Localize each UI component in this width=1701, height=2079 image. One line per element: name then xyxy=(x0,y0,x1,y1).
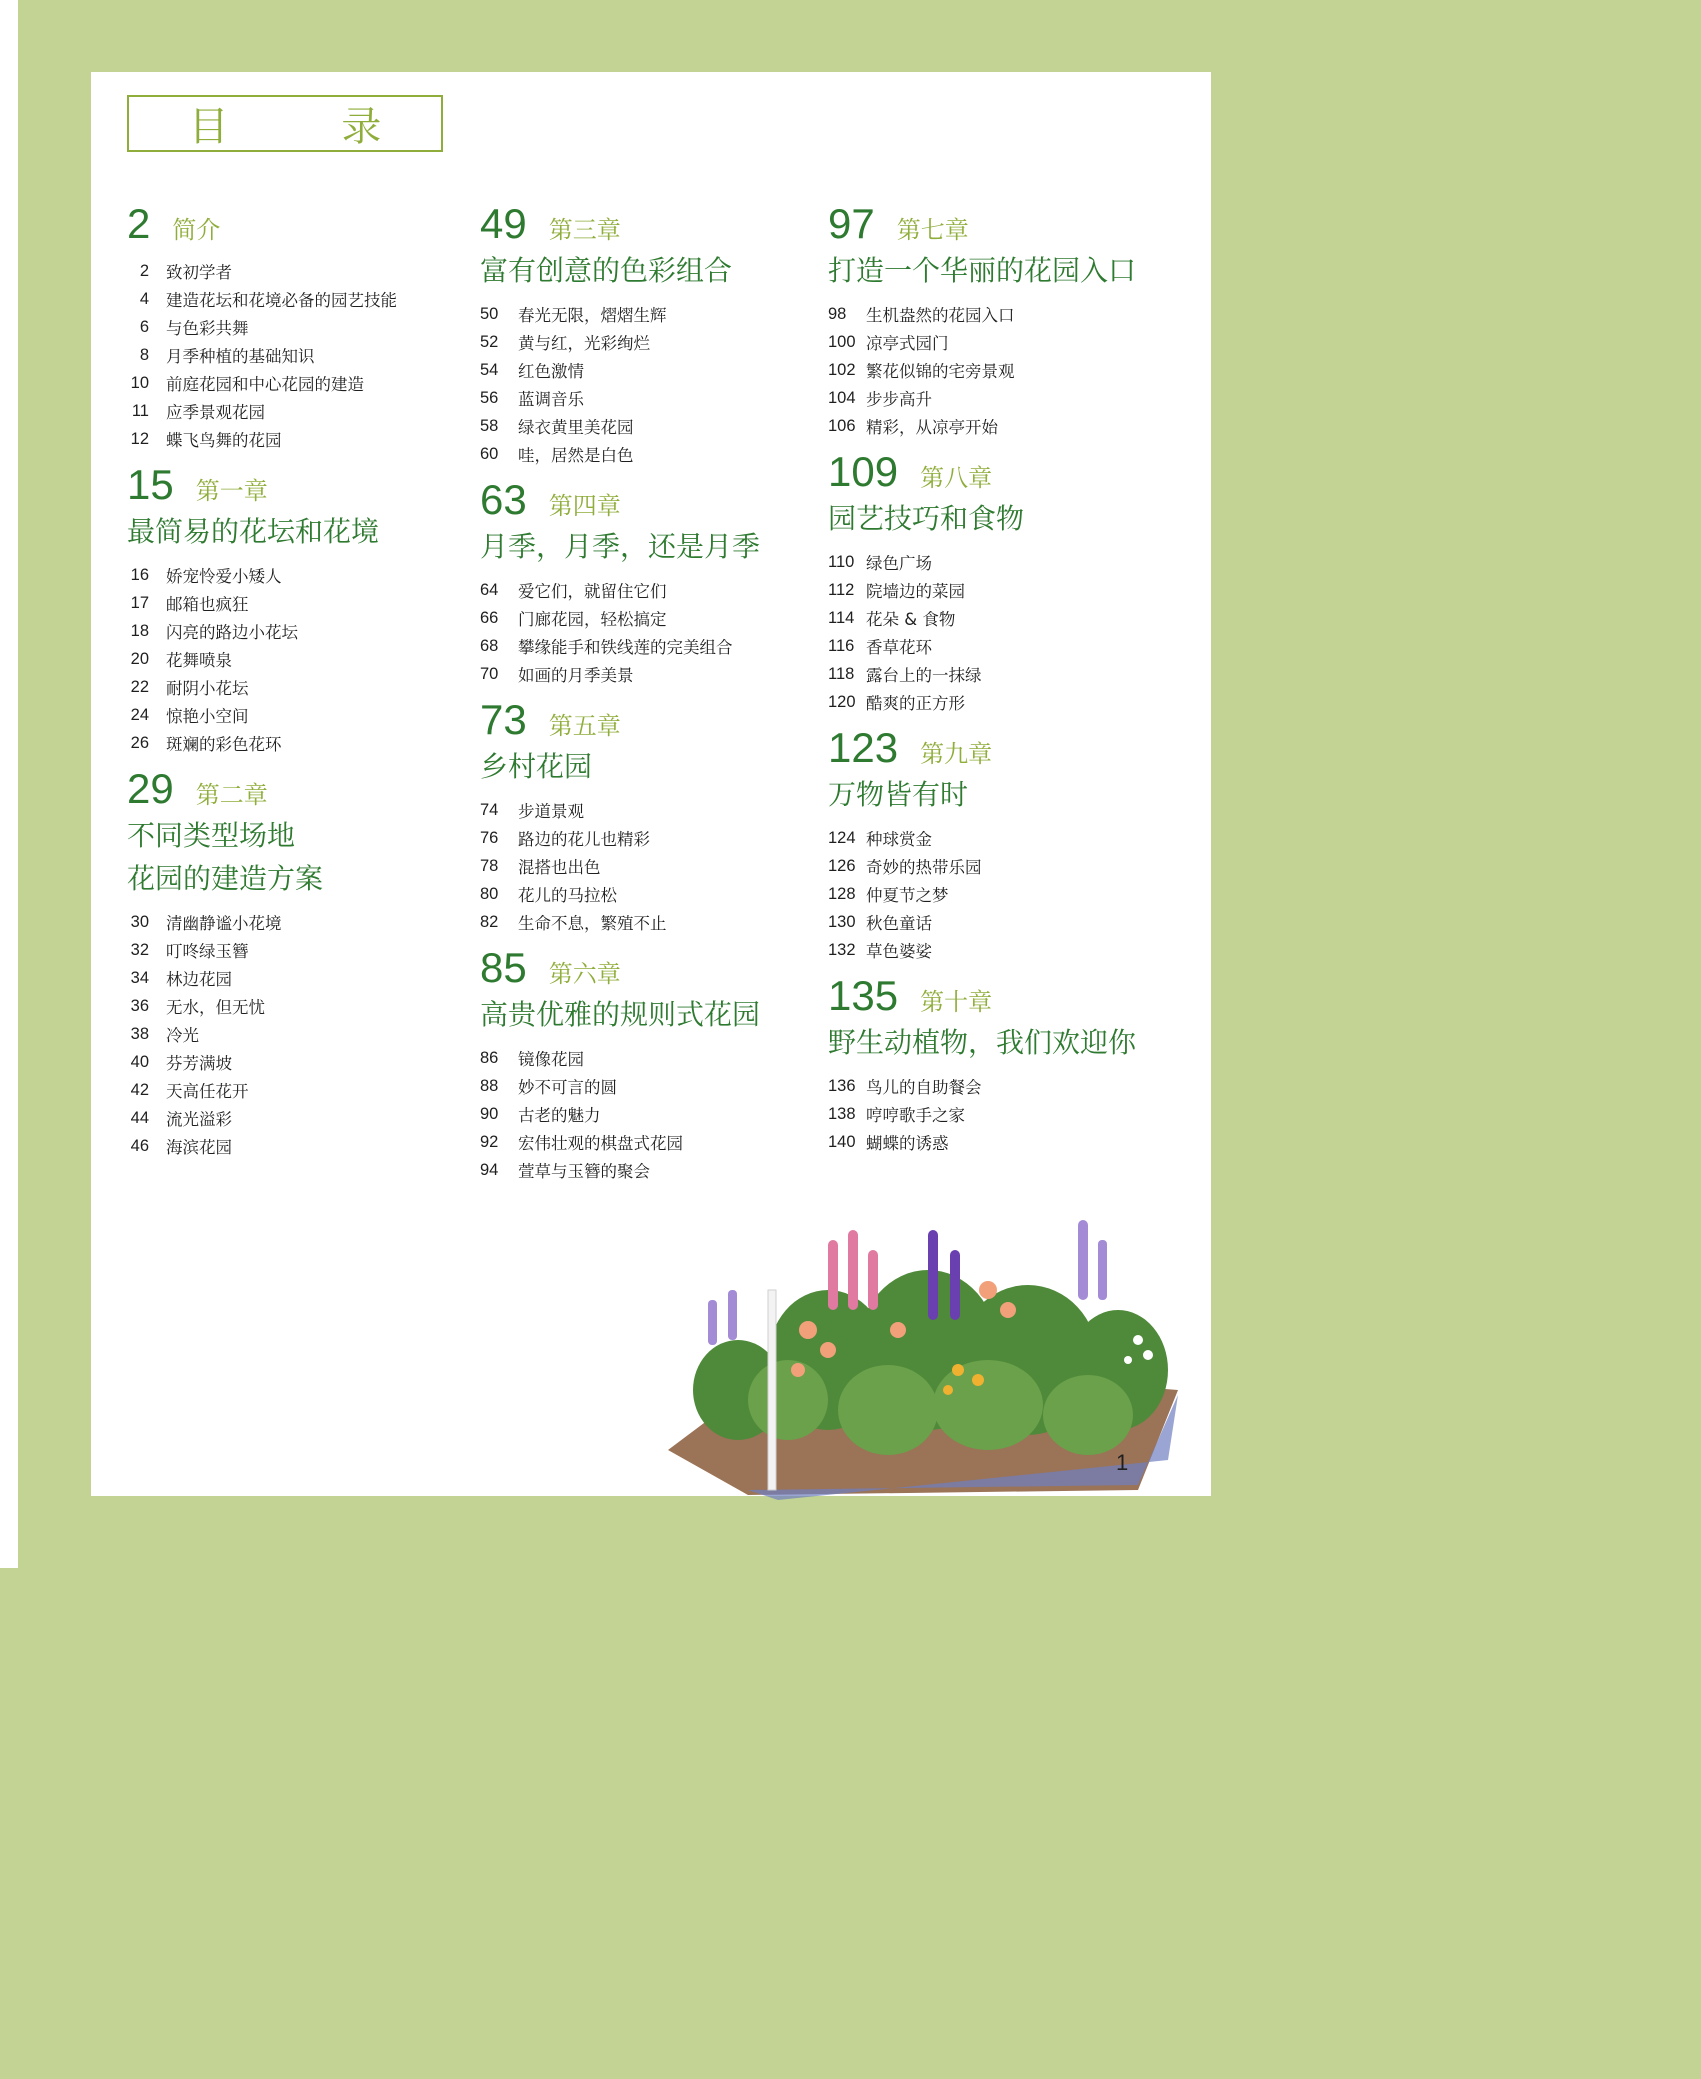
entry-page-number: 112 xyxy=(828,580,855,599)
entry-page-number: 118 xyxy=(828,664,855,683)
chapter-title[interactable]: 不同类型场地 xyxy=(127,819,296,852)
entry-title: 凉亭式园门 xyxy=(866,334,949,353)
toc-entry[interactable] xyxy=(480,1072,840,1100)
toc-entry[interactable] xyxy=(127,425,487,453)
entry-page-number: 44 xyxy=(130,1108,149,1127)
entry-page-number: 106 xyxy=(828,416,856,435)
entry-page-number: 110 xyxy=(828,552,855,571)
entry-title: 路边的花儿也精彩 xyxy=(518,830,650,849)
entry-page-number: 10 xyxy=(130,373,149,392)
chapter-title[interactable]: 乡村花园 xyxy=(480,750,593,783)
toc-entry[interactable] xyxy=(828,908,1188,936)
entry-page-number: 88 xyxy=(480,1076,499,1095)
entry-title: 种球赏金 xyxy=(866,830,932,849)
toc-entry[interactable] xyxy=(828,604,1188,632)
entry-title: 生命不息，繁殖不止 xyxy=(518,914,667,933)
entry-page-number: 38 xyxy=(130,1024,149,1043)
entry-page-number: 26 xyxy=(130,733,149,752)
toc-entry[interactable] xyxy=(127,257,487,285)
entry-page-number: 90 xyxy=(480,1104,499,1123)
entry-title: 闪亮的路边小花坛 xyxy=(166,623,298,642)
entry-page-number: 54 xyxy=(480,360,499,379)
entry-page-number: 34 xyxy=(130,968,149,987)
intro-number: 2 xyxy=(127,200,151,247)
toc-entry[interactable] xyxy=(828,936,1188,964)
toc-entry[interactable] xyxy=(480,576,840,604)
chapter-label: 第六章 xyxy=(548,960,621,988)
entry-page-number: 68 xyxy=(480,636,499,655)
entry-page-number: 80 xyxy=(480,884,499,903)
toc-entry[interactable] xyxy=(127,589,487,617)
entry-page-number: 132 xyxy=(828,940,856,959)
chapter-start-page: 97 xyxy=(828,200,875,247)
entry-title: 流光溢彩 xyxy=(166,1110,232,1129)
toc-entry[interactable] xyxy=(127,992,487,1020)
entry-title: 生机盎然的花园入口 xyxy=(866,306,1015,325)
toc-entry[interactable] xyxy=(127,1132,487,1160)
entry-page-number: 2 xyxy=(139,261,149,280)
entry-title: 仲夏节之梦 xyxy=(866,886,949,905)
toc-entry[interactable] xyxy=(828,384,1188,412)
toc-entry[interactable] xyxy=(127,285,487,313)
entry-page-number: 32 xyxy=(130,940,149,959)
entry-page-number: 136 xyxy=(828,1076,856,1095)
entry-page-number: 30 xyxy=(130,912,149,931)
chapter-title[interactable]: 高贵优雅的规则式花园 xyxy=(480,998,761,1031)
chapter-title[interactable]: 富有创意的色彩组合 xyxy=(480,254,733,287)
toc-entry[interactable] xyxy=(480,1044,840,1072)
entry-page-number: 100 xyxy=(828,332,856,351)
entry-page-number: 50 xyxy=(480,304,499,323)
entry-title: 耐阴小花坛 xyxy=(166,679,249,698)
toc-entry[interactable] xyxy=(828,1100,1188,1128)
chapter-label: 第一章 xyxy=(195,477,268,505)
entry-page-number: 52 xyxy=(480,332,499,351)
entry-page-number: 56 xyxy=(480,388,499,407)
toc-entry[interactable] xyxy=(127,729,487,757)
chapter-entries xyxy=(828,548,1188,716)
entry-title: 黄与红，光彩绚烂 xyxy=(518,334,650,353)
chapter-entries xyxy=(480,576,840,688)
entry-title: 春光无限，熠熠生辉 xyxy=(518,306,667,325)
entry-page-number: 58 xyxy=(480,416,499,435)
entry-page-number: 140 xyxy=(828,1132,856,1151)
page-edge xyxy=(0,0,18,1568)
chapter-label: 第九章 xyxy=(920,740,993,768)
toc-entry[interactable] xyxy=(828,412,1188,440)
toc-entry[interactable] xyxy=(127,673,487,701)
toc-entry[interactable] xyxy=(127,369,487,397)
toc-entry[interactable] xyxy=(127,617,487,645)
toc-entry[interactable] xyxy=(480,796,840,824)
entry-title: 绿色广场 xyxy=(866,554,932,573)
entry-title: 繁花似锦的宅旁景观 xyxy=(866,362,1015,381)
entry-title: 哼哼歌手之家 xyxy=(866,1106,965,1125)
garden-bed-illustration xyxy=(668,1200,1188,1500)
toc-heading: 目 录 xyxy=(188,104,432,150)
entry-page-number: 138 xyxy=(828,1104,856,1123)
chapter-header xyxy=(480,944,840,992)
entry-title: 天高任花开 xyxy=(166,1082,249,1101)
entry-title: 门廊花园，轻松搞定 xyxy=(518,610,667,629)
chapter-8 xyxy=(828,448,1188,716)
toc-entry[interactable] xyxy=(480,300,840,328)
entry-title: 清幽静谧小花境 xyxy=(166,914,282,933)
entry-title: 步道景观 xyxy=(518,802,584,821)
chapter-2 xyxy=(127,765,487,1160)
entry-title: 露台上的一抹绿 xyxy=(866,666,982,685)
entry-page-number: 24 xyxy=(130,705,149,724)
intro-section xyxy=(127,200,487,453)
chapter-title[interactable]: 万物皆有时 xyxy=(828,778,969,811)
entry-title: 蝶飞鸟舞的花园 xyxy=(166,431,282,450)
toc-entry[interactable] xyxy=(480,1156,840,1184)
entry-title: 娇宠怜爱小矮人 xyxy=(166,567,282,586)
chapter-header xyxy=(828,448,1188,496)
chapter-start-page: 109 xyxy=(828,448,899,495)
toc-entry[interactable] xyxy=(828,880,1188,908)
entry-title: 萱草与玉簪的聚会 xyxy=(518,1162,650,1181)
toc-entry[interactable] xyxy=(828,356,1188,384)
entry-title: 草色婆娑 xyxy=(866,942,932,961)
intro-header xyxy=(127,200,487,248)
toc-entry[interactable] xyxy=(480,328,840,356)
chapter-entries xyxy=(127,561,487,757)
chapter-9 xyxy=(828,724,1188,964)
chapter-start-page: 49 xyxy=(480,200,527,247)
entry-title: 蓝调音乐 xyxy=(518,390,584,409)
toc-entry[interactable] xyxy=(480,384,840,412)
entry-page-number: 76 xyxy=(480,828,499,847)
entry-page-number: 74 xyxy=(480,800,499,819)
chapter-title[interactable]: 野生动植物，我们欢迎你 xyxy=(828,1026,1137,1059)
entry-title: 芬芳满坡 xyxy=(166,1054,232,1073)
chapter-entries xyxy=(828,300,1188,440)
chapter-entries xyxy=(127,908,487,1160)
chapter-entries xyxy=(480,796,840,936)
chapter-start-page: 63 xyxy=(480,476,527,523)
toc-entry[interactable] xyxy=(127,645,487,673)
entry-page-number: 102 xyxy=(828,360,856,379)
entry-page-number: 42 xyxy=(130,1080,149,1099)
entry-title: 镜像花园 xyxy=(518,1050,584,1069)
toc-entry[interactable] xyxy=(480,356,840,384)
entry-page-number: 98 xyxy=(828,304,847,323)
chapter-start-page: 123 xyxy=(828,724,899,771)
entry-title: 应季景观花园 xyxy=(166,403,265,422)
entry-page-number: 6 xyxy=(139,317,149,336)
toc-entry[interactable] xyxy=(127,397,487,425)
entry-title: 花舞喷泉 xyxy=(166,651,232,670)
entry-title: 冷光 xyxy=(166,1026,199,1045)
entry-title: 海滨花园 xyxy=(166,1138,232,1157)
chapter-title[interactable]: 月季，月季，还是月季 xyxy=(480,530,761,563)
chapter-label: 第三章 xyxy=(548,216,621,244)
entry-page-number: 60 xyxy=(480,444,499,463)
entry-page-number: 130 xyxy=(828,912,856,931)
toc-entry[interactable] xyxy=(828,548,1188,576)
entry-title: 古老的魅力 xyxy=(518,1106,601,1125)
entry-title: 步步高升 xyxy=(866,390,932,409)
entry-page-number: 78 xyxy=(480,856,499,875)
entry-title: 蝴蝶的诱惑 xyxy=(866,1134,949,1153)
chapter-entries xyxy=(480,300,840,468)
toc-entry[interactable] xyxy=(127,341,487,369)
entry-title: 绿衣黄里美花园 xyxy=(518,418,634,437)
entry-page-number: 124 xyxy=(828,828,856,847)
entry-page-number: 120 xyxy=(828,692,856,711)
toc-entry[interactable] xyxy=(127,908,487,936)
entry-page-number: 66 xyxy=(480,608,499,627)
entry-title: 无水，但无忧 xyxy=(166,998,265,1017)
entry-page-number: 114 xyxy=(828,608,855,627)
toc-entry[interactable] xyxy=(127,1020,487,1048)
toc-entry[interactable] xyxy=(480,604,840,632)
chapter-title-line-2[interactable]: 花园的建造方案 xyxy=(127,862,324,895)
toc-entry[interactable] xyxy=(828,688,1188,716)
entry-page-number: 82 xyxy=(480,912,499,931)
chapter-header xyxy=(127,461,487,509)
entry-page-number: 22 xyxy=(130,677,149,696)
toc-entry[interactable] xyxy=(127,313,487,341)
chapter-entries xyxy=(480,1044,840,1184)
toc-entry[interactable] xyxy=(828,1128,1188,1156)
chapter-label: 第四章 xyxy=(548,492,621,520)
entry-title: 花朵 & 食物 xyxy=(866,610,956,629)
chapter-3 xyxy=(480,200,840,468)
toc-entry[interactable] xyxy=(480,1128,840,1156)
toc-column-3 xyxy=(828,200,1188,1164)
toc-entry[interactable] xyxy=(127,561,487,589)
entry-page-number: 70 xyxy=(480,664,499,683)
entry-title: 香草花环 xyxy=(866,638,932,657)
toc-entry[interactable] xyxy=(828,300,1188,328)
entry-page-number: 8 xyxy=(139,345,149,364)
chapter-start-page: 15 xyxy=(127,461,174,508)
entry-page-number: 36 xyxy=(130,996,149,1015)
toc-column-2 xyxy=(480,200,840,1192)
entry-title: 奇妙的热带乐园 xyxy=(866,858,982,877)
entry-page-number: 64 xyxy=(480,580,499,599)
toc-entry[interactable] xyxy=(828,852,1188,880)
toc-entry[interactable] xyxy=(480,412,840,440)
entry-page-number: 104 xyxy=(828,388,856,407)
entry-page-number: 4 xyxy=(139,289,149,308)
chapter-start-page: 85 xyxy=(480,944,527,991)
toc-entry[interactable] xyxy=(127,1048,487,1076)
chapter-header xyxy=(480,200,840,248)
toc-entry[interactable] xyxy=(828,632,1188,660)
entry-title: 叮咚绿玉簪 xyxy=(166,942,249,961)
entry-title: 林边花园 xyxy=(166,970,232,989)
toc-entry[interactable] xyxy=(480,1100,840,1128)
toc-entry[interactable] xyxy=(480,880,840,908)
intro-label: 简介 xyxy=(172,216,221,244)
toc-column-1 xyxy=(127,200,487,1168)
chapter-header xyxy=(480,476,840,524)
entry-title: 花儿的马拉松 xyxy=(518,886,617,905)
toc-entry[interactable] xyxy=(480,660,840,688)
chapter-label: 第二章 xyxy=(195,781,268,809)
toc-entry[interactable] xyxy=(480,824,840,852)
entry-title: 精彩，从凉亭开始 xyxy=(866,418,998,437)
entry-page-number: 116 xyxy=(828,636,855,655)
entry-title: 前庭花园和中心花园的建造 xyxy=(166,375,364,394)
chapter-label: 第十章 xyxy=(920,988,993,1016)
chapter-label: 第七章 xyxy=(896,216,969,244)
toc-entry[interactable] xyxy=(127,1104,487,1132)
entry-title: 月季种植的基础知识 xyxy=(166,347,315,366)
toc-entry[interactable] xyxy=(480,440,840,468)
chapter-label: 第五章 xyxy=(548,712,621,740)
toc-entry[interactable] xyxy=(828,576,1188,604)
chapter-start-page: 73 xyxy=(480,696,527,743)
entry-title: 哇，居然是白色 xyxy=(518,446,634,465)
entry-title: 与色彩共舞 xyxy=(166,319,249,338)
chapter-1 xyxy=(127,461,487,757)
chapter-title[interactable]: 最简易的花坛和花境 xyxy=(127,515,380,548)
chapter-start-page: 29 xyxy=(127,765,174,812)
entry-page-number: 126 xyxy=(828,856,856,875)
chapter-header xyxy=(480,696,840,744)
chapter-entries xyxy=(828,824,1188,964)
entry-page-number: 18 xyxy=(130,621,149,640)
toc-entry[interactable] xyxy=(127,1076,487,1104)
entry-page-number: 128 xyxy=(828,884,856,903)
toc-entry[interactable] xyxy=(127,964,487,992)
chapter-start-page: 135 xyxy=(828,972,899,1019)
entry-title: 如画的月季美景 xyxy=(518,666,634,685)
entry-title: 鸟儿的自助餐会 xyxy=(866,1078,982,1097)
entry-title: 爱它们，就留住它们 xyxy=(518,582,667,601)
chapter-10 xyxy=(828,972,1188,1156)
entry-title: 酷爽的正方形 xyxy=(866,694,965,713)
toc-entry[interactable] xyxy=(127,701,487,729)
entry-title: 红色激情 xyxy=(518,362,584,381)
toc-entry[interactable] xyxy=(828,328,1188,356)
entry-title: 建造花坛和花境必备的园艺技能 xyxy=(166,291,397,310)
toc-entry[interactable] xyxy=(127,936,487,964)
entry-page-number: 16 xyxy=(130,565,149,584)
chapter-entries xyxy=(828,1072,1188,1156)
entry-title: 秋色童话 xyxy=(866,914,932,933)
entry-title: 致初学者 xyxy=(166,263,232,282)
entry-title: 混搭也出色 xyxy=(518,858,601,877)
entry-page-number: 12 xyxy=(130,429,149,448)
entry-page-number: 92 xyxy=(480,1132,499,1151)
entry-title: 惊艳小空间 xyxy=(166,707,249,726)
entry-page-number: 46 xyxy=(130,1136,149,1155)
entry-page-number: 17 xyxy=(130,593,149,612)
chapter-title[interactable]: 打造一个华丽的花园入口 xyxy=(828,254,1137,287)
chapter-header xyxy=(127,765,487,813)
toc-entry[interactable] xyxy=(828,1072,1188,1100)
toc-entry[interactable] xyxy=(480,908,840,936)
toc-entry[interactable] xyxy=(480,852,840,880)
chapter-header xyxy=(828,972,1188,1020)
toc-entry[interactable] xyxy=(480,632,840,660)
entry-page-number: 86 xyxy=(480,1048,499,1067)
chapter-header xyxy=(828,200,1188,248)
entry-title: 院墙边的菜园 xyxy=(866,582,965,601)
entry-title: 邮箱也疯狂 xyxy=(166,595,249,614)
entry-title: 宏伟壮观的棋盘式花园 xyxy=(518,1134,683,1153)
entry-title: 斑斓的彩色花环 xyxy=(166,735,282,754)
entry-page-number: 11 xyxy=(131,401,149,420)
chapter-5 xyxy=(480,696,840,936)
entry-page-number: 94 xyxy=(480,1160,499,1179)
entry-page-number: 20 xyxy=(130,649,149,668)
chapter-6 xyxy=(480,944,840,1184)
toc-entry[interactable] xyxy=(828,824,1188,852)
intro-entries xyxy=(127,257,487,453)
chapter-header xyxy=(828,724,1188,772)
toc-entry[interactable] xyxy=(828,660,1188,688)
toc-heading-box xyxy=(127,95,443,152)
page-number: 1 xyxy=(1116,1450,1129,1475)
entry-title: 妙不可言的圆 xyxy=(518,1078,617,1097)
entry-title: 攀缘能手和铁线莲的完美组合 xyxy=(518,638,733,657)
entry-page-number: 40 xyxy=(130,1052,149,1071)
chapter-title[interactable]: 园艺技巧和食物 xyxy=(828,502,1025,535)
chapter-7 xyxy=(828,200,1188,440)
chapter-label: 第八章 xyxy=(920,464,993,492)
chapter-4 xyxy=(480,476,840,688)
